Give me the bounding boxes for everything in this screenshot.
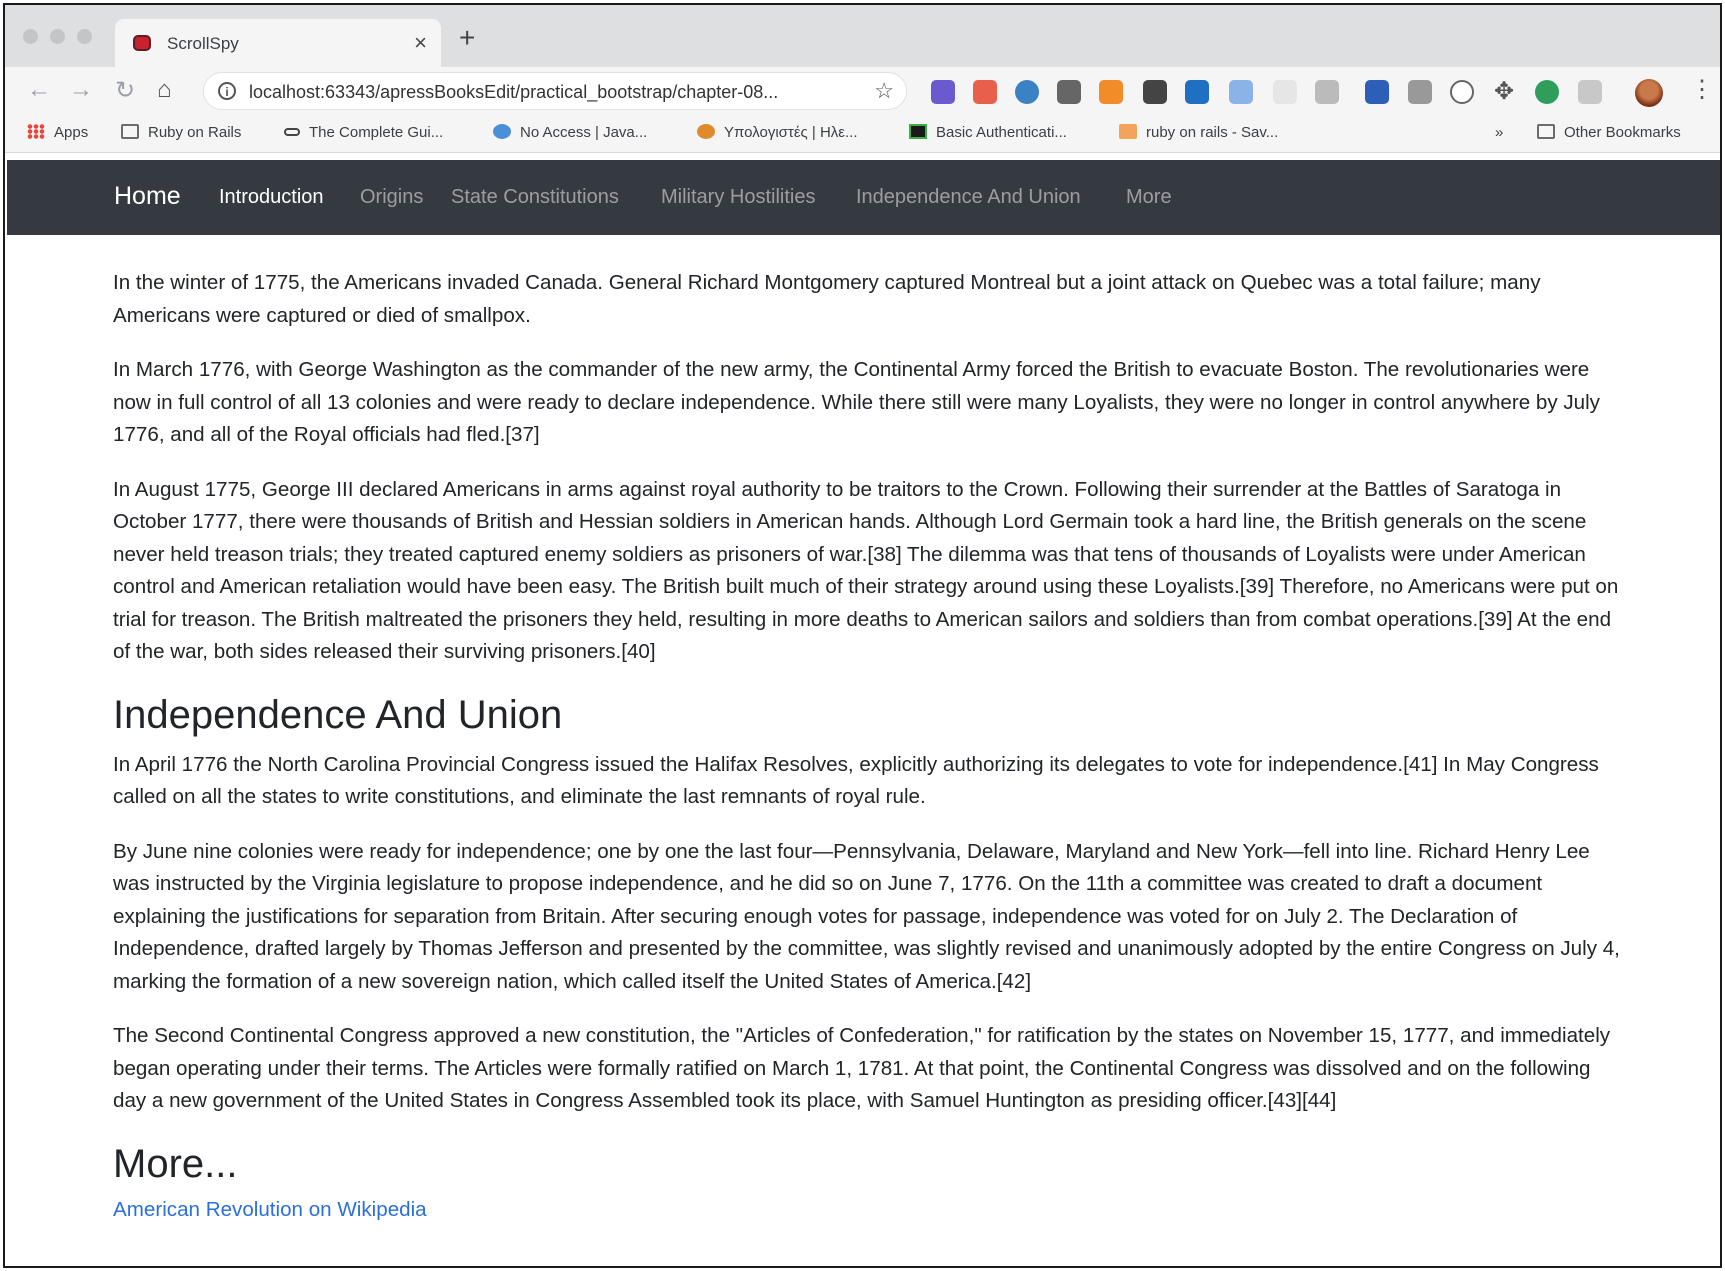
bookmark-label: Apps [54,124,89,141]
bookmark-complete-guide[interactable] [284,124,443,141]
extension-icon[interactable] [1315,80,1339,104]
extension-icon[interactable] [1143,80,1167,104]
minimize-window-button[interactable] [50,29,65,44]
main-content [113,267,1623,1222]
bookmark-ypologistes[interactable] [697,124,858,141]
apps-grid-icon [27,124,45,139]
extension-icon[interactable] [1273,80,1297,104]
bookmark-ruby-on-rails-sav[interactable] [1119,124,1278,141]
browser-window [3,3,1722,1268]
reload-button[interactable]: ↻ [115,77,136,104]
home-button[interactable]: ⌂ [157,76,172,103]
site-icon [493,124,511,139]
navbar-brand[interactable]: Home [114,182,181,210]
new-tab-button[interactable]: + [459,22,476,53]
bookmarks-overflow-button[interactable]: » [1495,124,1504,141]
back-button[interactable]: ← [27,76,51,103]
nav-link-introduction[interactable]: Introduction [219,186,324,208]
browser-toolbar [5,67,1720,117]
section-heading-independence: Independence And Union [113,692,563,737]
bookmark-apps[interactable] [27,124,88,141]
nav-link-state-constitutions[interactable]: State Constitutions [451,186,619,208]
bookmark-basic-auth[interactable] [909,124,1067,141]
window-controls [23,29,92,44]
close-tab-icon[interactable]: × [414,30,427,55]
other-bookmarks-label: Other Bookmarks [1564,124,1681,141]
page-navbar [7,160,1720,235]
move-icon[interactable]: ✥ [1493,78,1515,105]
wikipedia-link[interactable]: American Revolution on Wikipedia [113,1197,427,1221]
section-heading-more: More... [113,1141,238,1186]
extension-icon[interactable] [1535,80,1559,104]
extension-icon[interactable] [931,80,955,104]
extension-icon[interactable] [973,80,997,104]
bookmark-label: The Complete Gui... [309,124,444,141]
bookmark-star-icon[interactable]: ☆ [874,78,894,103]
menu-icon[interactable]: ⋮ [1690,76,1714,103]
other-bookmarks[interactable] [1537,124,1681,141]
address-bar[interactable] [203,72,907,110]
url-text: localhost:63343/apressBooksEdit/practical_bootstrap/chapter-08... [249,82,779,102]
nav-link-military-hostilities[interactable]: Military Hostilities [661,186,816,208]
forward-button[interactable]: → [69,76,93,103]
paragraph: In August 1775, George III declared Americans in arms against royal authority to be traitors to the Crown. Following their surrender at the Battles of Saratoga in October 1777, there were thousands of British and Hessian soldiers in American hands. Although Lord Germain took a hard line, the British generals on the scene never held treason trials; they treated captured enemy soldiers as prisoners of war.[38] The dilemma was that tens of thousands of Loyalists were under American control and American retaliation would have been easy. The British built much of their strategy around using these Loyalists.[39] Therefore, no Americans were put on trial for treason. The British maltreated the prisoners they held, resulting in more deaths to American sailors and soldiers than from combat operations.[39] At the end of the war, both sides released their surviving prisoners.[40] [113,477,1619,663]
extension-icon[interactable] [1185,80,1209,104]
paragraph: By June nine colonies were ready for independence; one by one the last four—Pennsylvania, Delaware, Maryland and New York—fell into line. Richard Henry Lee was instructed by the Virginia legislature to propose independence, and he did so on June 7, 1776. On the 11th a committee was created to draft a document explaining the justifications for separation from Britain. After securing enough votes for passage, independence was voted for on July 2. The Declaration of Independence, drafted largely by Thomas Jefferson and presented by the committee, was slightly revised and unanimously adopted by the entire Congress on July 4, marking the formation of a new sovereign nation, which called itself the United States of America.[42] [113,839,1620,993]
nav-link-more[interactable]: More [1126,186,1172,208]
bookmark-label: ruby on rails - Sav... [1146,124,1279,141]
profile-avatar[interactable] [1635,79,1663,107]
site-icon [909,124,927,139]
paragraph: The Second Continental Congress approved a new constitution, the "Articles of Confederation," for ratification by the states on November 15, 1777, and immediately began operating under their terms. The Articles were formally ratified on March 1, 1781. At that point, the Continental Congress was dissolved and on the following day a new government of the United States in Congress Assembled took its place, with Samuel Huntington as presiding officer.[43][44] [113,1024,1611,1112]
browser-tab[interactable] [115,19,441,67]
nav-link-independence-and-union[interactable]: Independence And Union [856,186,1081,208]
bookmark-no-access[interactable] [493,124,647,141]
bookmark-label: No Access | Java... [520,124,648,141]
nav-link-origins[interactable]: Origins [360,186,424,208]
extension-icon[interactable] [1057,80,1081,104]
extension-icon[interactable] [1578,80,1602,104]
extension-icon[interactable] [1365,80,1389,104]
folder-icon [121,124,139,139]
extension-icon[interactable] [1408,80,1432,104]
site-info-icon[interactable]: i [218,82,236,100]
site-icon [697,124,715,139]
bookmark-label: Basic Authenticati... [936,124,1067,141]
bookmark-ruby-on-rails[interactable] [121,124,241,141]
tab-strip [5,5,1720,67]
paragraph: In April 1776 the North Carolina Provincial Congress issued the Halifax Resolves, explicitly authorizing its delegates to vote for independence.[41] In May Congress called on all the states to write constitutions, and eliminate the last remnants of royal rule. [113,752,1599,808]
favicon-icon [133,35,151,51]
bookmarks-bar [5,117,1720,153]
extension-icon[interactable] [1229,80,1253,104]
extension-icon[interactable] [1015,80,1039,104]
maximize-window-button[interactable] [77,29,92,44]
paragraph: In March 1776, with George Washington as the commander of the new army, the Continental Army forced the British to evacuate Boston. The revolutionaries were now in full control of all 13 colonies and were ready to declare independence. While there still were many Loyalists, they were no longer in control anywhere by July 1776, and all of the Royal officials had fled.[37] [113,358,1600,446]
paragraph: In the winter of 1775, the Americans invaded Canada. General Richard Montgomery captured Montreal but a joint attack on Quebec was a total failure; many Americans were captured or died of smallpox. [113,271,1541,327]
extension-icon[interactable] [1099,80,1123,104]
bookmark-label: Ruby on Rails [148,124,242,141]
tab-title: ScrollSpy [167,34,239,53]
folder-icon [1537,124,1555,139]
extension-icon[interactable] [1450,80,1474,104]
link-icon [284,128,300,136]
close-window-button[interactable] [23,29,38,44]
bookmark-label: Υπολογιστές | Ηλε... [724,124,858,141]
site-icon [1119,124,1137,139]
